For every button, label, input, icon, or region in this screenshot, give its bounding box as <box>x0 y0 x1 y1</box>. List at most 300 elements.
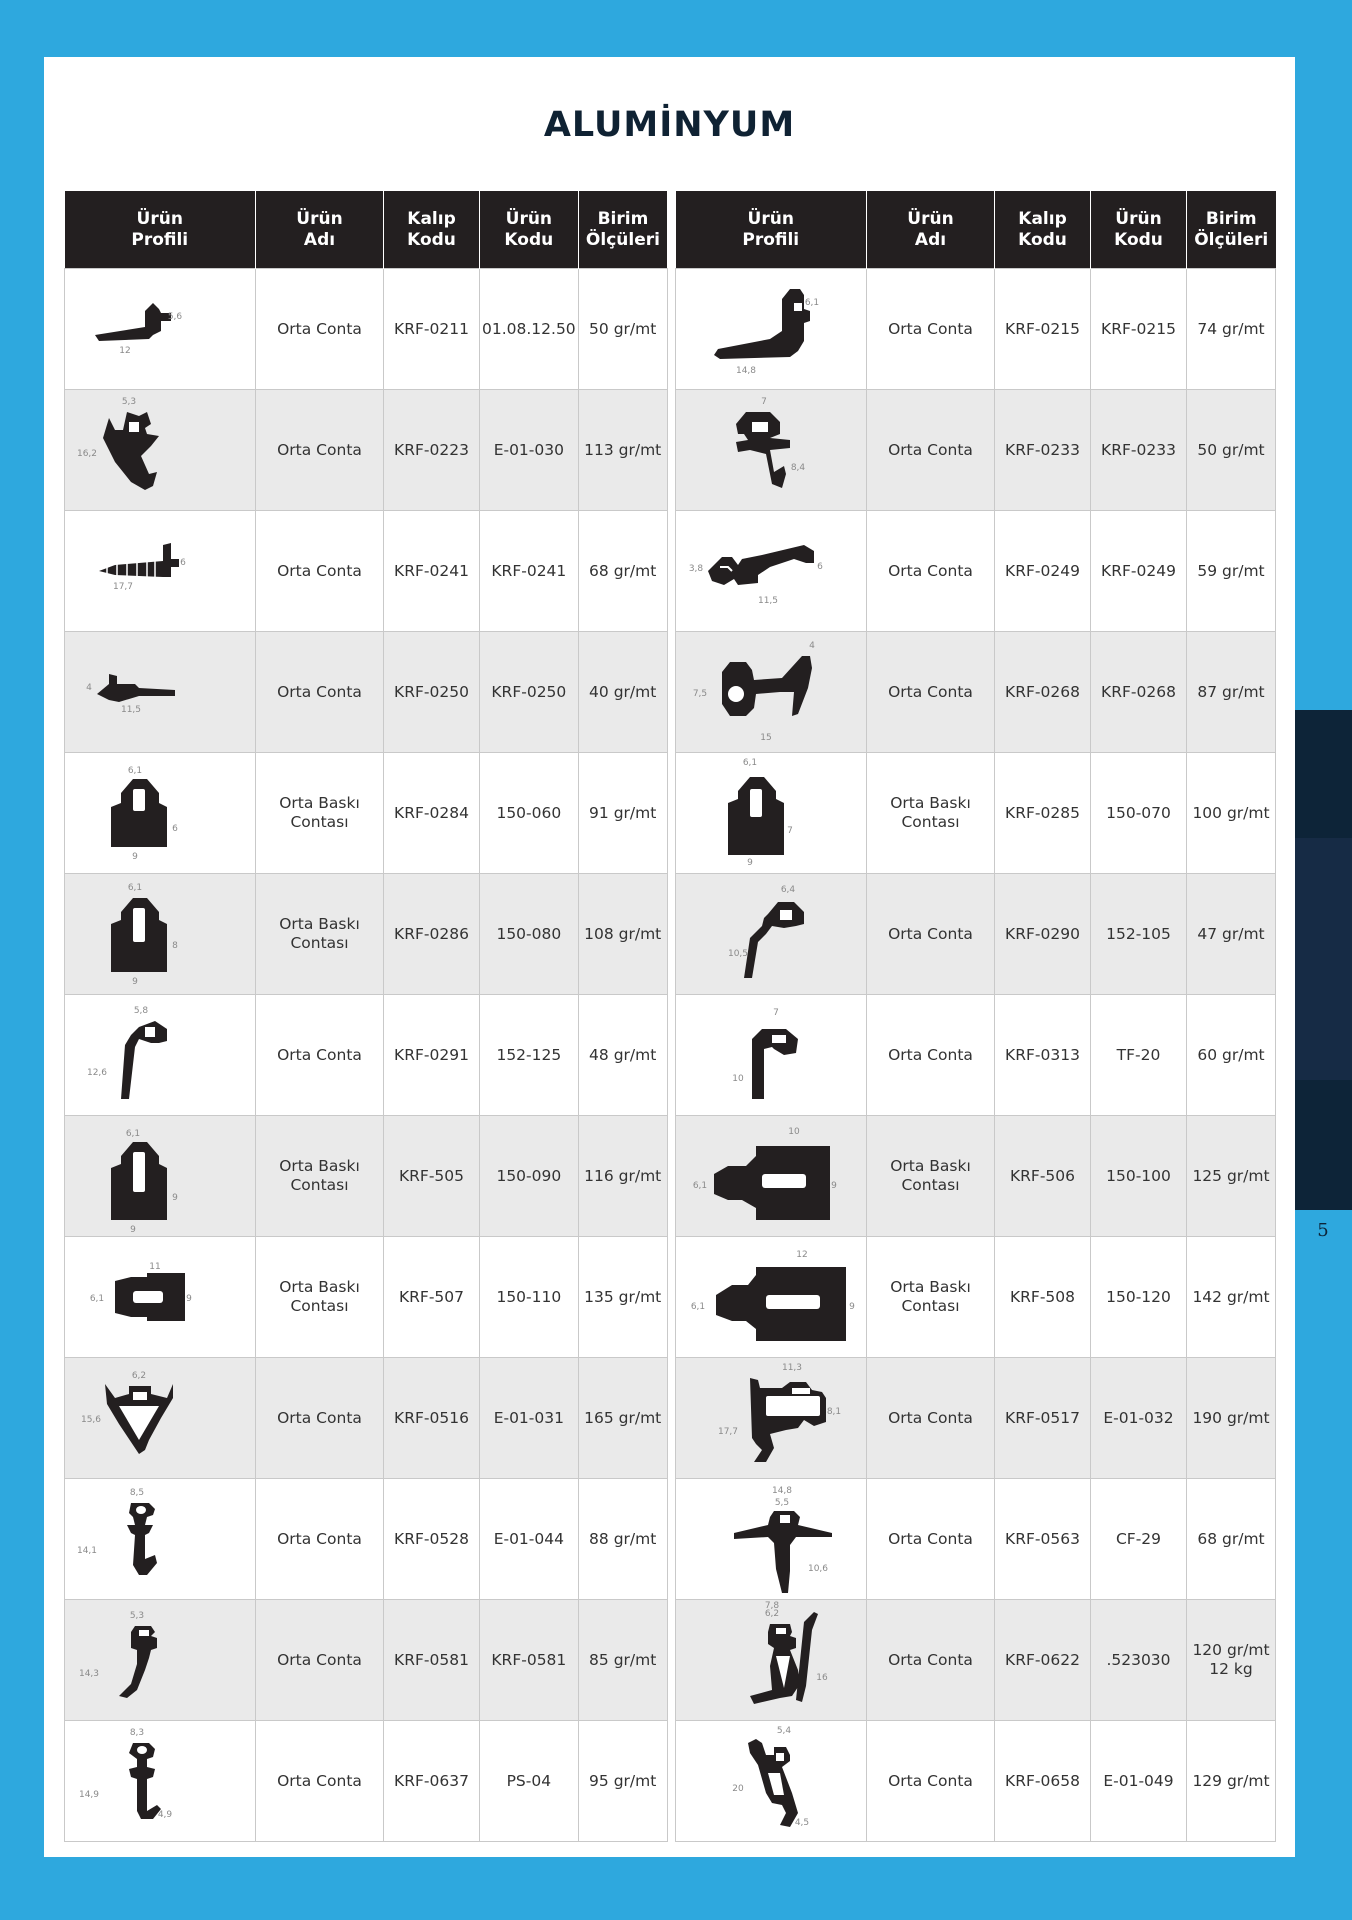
profile-drawing <box>65 753 255 873</box>
dimension-label: 8 <box>172 941 178 951</box>
dimension-label: 14,9 <box>78 1790 100 1800</box>
product-name: Orta Conta <box>888 1650 973 1669</box>
profile-drawing <box>676 1237 866 1357</box>
product-profile-cell <box>676 511 867 632</box>
unit-weight-cell <box>578 511 667 632</box>
product-name-cell <box>867 1358 995 1479</box>
mold-code: KRF-0516 <box>394 1408 469 1427</box>
table-row <box>676 1237 1276 1358</box>
unit-weight-cell <box>1187 632 1276 753</box>
product-code: KRF-0249 <box>1101 561 1176 580</box>
mold-code-cell <box>384 874 480 995</box>
product-code: E-01-031 <box>493 1408 564 1427</box>
mold-code: KRF-0211 <box>394 319 469 338</box>
unit-weight: 60 gr/mt <box>1197 1045 1265 1064</box>
product-name: Orta Baskı Contası <box>279 1157 360 1194</box>
table-row <box>65 995 668 1116</box>
dimension-label: 5,3 <box>129 1611 145 1621</box>
product-name-cell <box>867 632 995 753</box>
unit-weight-cell <box>578 1358 667 1479</box>
product-name: Orta Baskı Contası <box>279 1278 360 1315</box>
product-profile-cell <box>676 1479 867 1600</box>
dimension-label: 10,6 <box>807 1564 829 1574</box>
profile-drawing <box>65 874 255 994</box>
profile-drawing <box>65 995 255 1115</box>
mold-code-cell <box>384 753 480 874</box>
unit-weight-cell <box>1187 1600 1276 1721</box>
profile-drawing <box>676 1358 866 1478</box>
dimension-label: 4 <box>86 683 92 693</box>
dimension-label: 6,1 <box>127 883 143 893</box>
product-table-right <box>675 191 1276 1842</box>
dimension-label: 9 <box>172 1193 178 1203</box>
dimension-label: 6 <box>172 824 178 834</box>
product-name: Orta Conta <box>888 1771 973 1790</box>
product-code: 150-080 <box>496 924 562 943</box>
product-code: E-01-032 <box>1103 1408 1174 1427</box>
column-header <box>65 191 256 269</box>
product-code: KRF-0250 <box>491 682 567 701</box>
mold-code-cell <box>384 1116 480 1237</box>
column-header-label: Ürün <box>907 208 954 229</box>
product-code-cell <box>480 390 579 511</box>
product-code: PS-04 <box>506 1771 552 1790</box>
product-code: .523030 <box>1106 1650 1171 1669</box>
product-profile-cell <box>676 1358 867 1479</box>
product-code-cell <box>480 753 579 874</box>
product-name-cell <box>256 269 384 390</box>
unit-weight: 88 gr/mt <box>589 1529 657 1548</box>
dimension-label: 16,2 <box>76 449 98 459</box>
unit-weight: 48 gr/mt <box>589 1045 657 1064</box>
dimension-label: 3,8 <box>688 564 704 574</box>
product-code: E-01-049 <box>1103 1771 1174 1790</box>
product-profile-cell <box>65 1237 256 1358</box>
dimension-label: 12,6 <box>86 1068 108 1078</box>
dimension-label: 7 <box>773 1008 779 1018</box>
unit-weight-cell <box>1187 995 1276 1116</box>
product-code-cell <box>1091 632 1187 753</box>
column-header <box>676 191 867 269</box>
unit-weight-cell <box>578 390 667 511</box>
mold-code: KRF-0233 <box>1005 440 1080 459</box>
unit-weight: 113 gr/mt <box>584 440 662 459</box>
catalog-page <box>44 57 1295 1857</box>
dimension-label: 6,2 <box>764 1609 780 1619</box>
product-name-cell <box>256 995 384 1116</box>
dimension-label: 6,1 <box>89 1294 105 1304</box>
column-header <box>384 191 480 269</box>
profile-drawing <box>65 1600 255 1720</box>
product-code-cell <box>480 269 579 390</box>
mold-code-cell <box>995 1358 1091 1479</box>
product-code-cell <box>480 511 579 632</box>
table-row <box>676 1116 1276 1237</box>
product-name-cell <box>867 390 995 511</box>
product-name-cell <box>256 1600 384 1721</box>
unit-weight-cell <box>578 269 667 390</box>
product-profile-cell <box>65 1600 256 1721</box>
product-profile-cell <box>65 269 256 390</box>
dimension-label: 12 <box>796 1250 808 1260</box>
dimension-label: 9 <box>831 1181 837 1191</box>
column-header-label: Profili <box>742 229 800 250</box>
mold-code: KRF-0215 <box>1005 319 1080 338</box>
product-code: 150-090 <box>496 1166 562 1185</box>
dimension-label: 6,1 <box>125 1129 141 1139</box>
mold-code: KRF-0249 <box>1005 561 1080 580</box>
dimension-label: 4,9 <box>157 1810 173 1820</box>
product-code: 150-060 <box>496 803 562 822</box>
product-profile-cell <box>65 632 256 753</box>
unit-weight: 50 gr/mt <box>589 319 657 338</box>
dimension-label: 5,5 <box>774 1498 790 1508</box>
table-row <box>65 874 668 995</box>
dimension-label: 8,3 <box>129 1728 145 1738</box>
column-header <box>995 191 1091 269</box>
table-row <box>65 1116 668 1237</box>
product-code: CF-29 <box>1115 1529 1162 1548</box>
product-name-cell <box>867 269 995 390</box>
product-code-cell <box>1091 995 1187 1116</box>
mold-code: KRF-0622 <box>1005 1650 1080 1669</box>
product-code: KRF-0215 <box>1101 319 1176 338</box>
unit-weight-cell <box>1187 1116 1276 1237</box>
column-header-label: Ürün <box>296 208 343 229</box>
profile-drawing <box>65 1237 255 1357</box>
mold-code-cell <box>995 874 1091 995</box>
product-name: Orta Baskı Contası <box>890 1278 971 1315</box>
unit-weight-cell <box>1187 390 1276 511</box>
profile-drawing <box>676 995 866 1115</box>
product-name-cell <box>867 995 995 1116</box>
mold-code: KRF-0241 <box>394 561 469 580</box>
product-code: KRF-0268 <box>1101 682 1176 701</box>
product-profile-cell <box>65 1479 256 1600</box>
product-name-cell <box>867 1479 995 1600</box>
product-profile-cell <box>65 390 256 511</box>
product-code-cell <box>1091 1600 1187 1721</box>
dimension-label: 10,5 <box>727 949 749 959</box>
table-row <box>676 995 1276 1116</box>
table-row <box>65 390 668 511</box>
product-name-cell <box>256 1479 384 1600</box>
product-name-cell <box>256 753 384 874</box>
unit-weight-cell <box>1187 874 1276 995</box>
mold-code-cell <box>995 1600 1091 1721</box>
column-header-label: Profili <box>131 229 189 250</box>
dimension-label: 6,1 <box>690 1302 706 1312</box>
column-header-label: Kodu <box>1018 229 1067 250</box>
unit-weight: 87 gr/mt <box>1197 682 1265 701</box>
unit-weight: 68 gr/mt <box>1197 1529 1265 1548</box>
mold-code: KRF-0291 <box>394 1045 469 1064</box>
unit-weight: 47 gr/mt <box>1197 924 1265 943</box>
column-header-label: Kodu <box>1114 229 1163 250</box>
mold-code-cell <box>995 1721 1091 1842</box>
product-code-cell <box>1091 1479 1187 1600</box>
table-row <box>676 753 1276 874</box>
column-header <box>1091 191 1187 269</box>
mold-code: KRF-0250 <box>394 682 469 701</box>
profile-drawing <box>65 632 255 752</box>
product-code: 152-125 <box>496 1045 562 1064</box>
table-row <box>676 1600 1276 1721</box>
product-name: Orta Conta <box>888 924 973 943</box>
product-profile-cell <box>676 1237 867 1358</box>
side-tab-band <box>1295 838 1352 1080</box>
product-name: Orta Conta <box>277 440 362 459</box>
product-name: Orta Conta <box>888 682 973 701</box>
dimension-label: 20 <box>732 1784 744 1794</box>
product-profile-cell <box>676 1116 867 1237</box>
unit-weight-cell <box>578 995 667 1116</box>
dimension-label: 7,8 <box>764 1601 780 1611</box>
product-table-left <box>64 191 668 1842</box>
column-header <box>256 191 384 269</box>
dimension-label: 12 <box>119 346 131 356</box>
dimension-label: 9 <box>747 858 753 868</box>
column-header-label: Ürün <box>136 208 183 229</box>
table-row <box>65 1237 668 1358</box>
unit-weight: 120 gr/mt 12 kg <box>1192 1641 1270 1678</box>
mold-code-cell <box>384 1358 480 1479</box>
product-name: Orta Conta <box>888 1529 973 1548</box>
dimension-label: 6,4 <box>780 885 796 895</box>
product-name: Orta Conta <box>888 1045 973 1064</box>
column-header-label: Kalıp <box>1018 208 1067 229</box>
dimension-label: 6,1 <box>804 298 820 308</box>
product-name-cell <box>256 632 384 753</box>
mold-code-cell <box>384 269 480 390</box>
mold-code-cell <box>995 995 1091 1116</box>
dimension-label: 4 <box>809 641 815 651</box>
unit-weight-cell <box>1187 753 1276 874</box>
product-profile-cell <box>676 1721 867 1842</box>
unit-weight-cell <box>578 1479 667 1600</box>
product-code-cell <box>1091 390 1187 511</box>
product-name: Orta Conta <box>277 1045 362 1064</box>
product-name: Orta Conta <box>277 1529 362 1548</box>
dimension-label: 6,1 <box>127 766 143 776</box>
unit-weight-cell <box>1187 511 1276 632</box>
mold-code-cell <box>384 511 480 632</box>
product-code-cell <box>480 1479 579 1600</box>
dimension-label: 6,1 <box>742 758 758 768</box>
profile-drawing <box>65 511 255 631</box>
product-name-cell <box>867 1116 995 1237</box>
profile-drawing <box>676 874 866 994</box>
product-profile-cell <box>65 511 256 632</box>
dimension-label: 11,3 <box>781 1363 803 1373</box>
dimension-label: 11 <box>149 1262 161 1272</box>
unit-weight: 68 gr/mt <box>589 561 657 580</box>
product-code: E-01-030 <box>493 440 564 459</box>
product-code: 150-120 <box>1106 1287 1171 1306</box>
unit-weight: 95 gr/mt <box>589 1771 657 1790</box>
product-code-cell <box>1091 269 1187 390</box>
table-row <box>65 269 668 390</box>
product-name: Orta Baskı Contası <box>279 915 360 952</box>
product-profile-cell <box>676 1600 867 1721</box>
table-row <box>676 390 1276 511</box>
dimension-label: 10 <box>732 1074 744 1084</box>
profile-drawing <box>676 1479 866 1599</box>
mold-code: KRF-506 <box>1009 1166 1076 1185</box>
mold-code-cell <box>995 1237 1091 1358</box>
product-name: Orta Conta <box>277 1771 362 1790</box>
mold-code: KRF-505 <box>398 1166 465 1185</box>
product-code: E-01-044 <box>493 1529 564 1548</box>
dimension-label: 11,5 <box>120 705 142 715</box>
product-name-cell <box>256 390 384 511</box>
table-row <box>676 269 1276 390</box>
product-profile-cell <box>65 753 256 874</box>
dimension-label: 8,5 <box>129 1488 145 1498</box>
product-code-cell <box>480 1358 579 1479</box>
product-code: KRF-0581 <box>491 1650 567 1669</box>
product-code-cell <box>480 632 579 753</box>
table-row <box>676 1358 1276 1479</box>
profile-drawing <box>676 511 866 631</box>
mold-code: KRF-0528 <box>394 1529 469 1548</box>
dimension-label: 9 <box>130 1225 136 1235</box>
dimension-label: 8,4 <box>790 463 806 473</box>
profile-drawing <box>676 632 866 752</box>
mold-code-cell <box>384 1237 480 1358</box>
table-row <box>65 511 668 632</box>
dimension-label: 6,2 <box>131 1371 147 1381</box>
profile-drawing <box>676 1116 866 1236</box>
product-name: Orta Conta <box>888 1408 973 1427</box>
column-header-label: Birim <box>1205 208 1257 229</box>
unit-weight-cell <box>578 753 667 874</box>
dimension-label: 17,7 <box>112 582 134 592</box>
column-header <box>578 191 667 269</box>
column-header-label: Birim <box>597 208 649 229</box>
dimension-label: 9 <box>849 1302 855 1312</box>
dimension-label: 4,5 <box>794 1818 810 1828</box>
mold-code-cell <box>384 390 480 511</box>
product-name: Orta Conta <box>277 1408 362 1427</box>
mold-code-cell <box>384 1600 480 1721</box>
table-row <box>676 632 1276 753</box>
column-header-label: Ölçüleri <box>1194 229 1269 250</box>
mold-code: KRF-0284 <box>394 803 469 822</box>
product-name: Orta Conta <box>888 440 973 459</box>
unit-weight: 125 gr/mt <box>1192 1166 1270 1185</box>
column-header <box>480 191 579 269</box>
mold-code-cell <box>995 511 1091 632</box>
product-name: Orta Conta <box>888 319 973 338</box>
product-code-cell <box>480 995 579 1116</box>
mold-code: KRF-0581 <box>394 1650 469 1669</box>
column-header-label: Ürün <box>747 208 794 229</box>
profile-drawing <box>65 269 255 389</box>
profile-drawing <box>65 1721 255 1841</box>
product-name: Orta Conta <box>277 319 362 338</box>
unit-weight: 91 gr/mt <box>589 803 657 822</box>
product-profile-cell <box>65 1358 256 1479</box>
unit-weight-cell <box>1187 1479 1276 1600</box>
product-name: Orta Conta <box>277 682 362 701</box>
unit-weight: 190 gr/mt <box>1192 1408 1270 1427</box>
unit-weight-cell <box>578 874 667 995</box>
unit-weight: 100 gr/mt <box>1192 803 1270 822</box>
mold-code-cell <box>995 1116 1091 1237</box>
product-code-cell <box>480 1721 579 1842</box>
product-name: Orta Conta <box>888 561 973 580</box>
product-name: Orta Baskı Contası <box>279 794 360 831</box>
table-row <box>65 1358 668 1479</box>
unit-weight: 135 gr/mt <box>584 1287 662 1306</box>
profile-drawing <box>676 1721 866 1841</box>
product-code: 150-100 <box>1106 1166 1171 1185</box>
table-row <box>676 1479 1276 1600</box>
dimension-label: 14,8 <box>771 1486 793 1496</box>
dimension-label: 14,3 <box>78 1669 100 1679</box>
product-code: TF-20 <box>1116 1045 1161 1064</box>
product-name-cell <box>256 511 384 632</box>
product-code-cell <box>1091 1237 1187 1358</box>
unit-weight: 50 gr/mt <box>1197 440 1265 459</box>
column-header-label: Ölçüleri <box>585 229 660 250</box>
unit-weight-cell <box>578 1237 667 1358</box>
mold-code-cell <box>995 1479 1091 1600</box>
column-header-label: Ürün <box>505 208 553 229</box>
dimension-label: 5,8 <box>133 1006 149 1016</box>
mold-code-cell <box>384 1721 480 1842</box>
table-row <box>65 1721 668 1842</box>
unit-weight: 116 gr/mt <box>584 1166 662 1185</box>
mold-code: KRF-0223 <box>394 440 469 459</box>
dimension-label: 15,6 <box>80 1415 102 1425</box>
mold-code: KRF-0286 <box>394 924 469 943</box>
unit-weight-cell <box>1187 1721 1276 1842</box>
dimension-label: 5,4 <box>776 1726 792 1736</box>
product-code-cell <box>480 1116 579 1237</box>
unit-weight-cell <box>578 1116 667 1237</box>
product-profile-cell <box>65 1721 256 1842</box>
mold-code: KRF-0268 <box>1005 682 1080 701</box>
mold-code: KRF-0290 <box>1005 924 1080 943</box>
profile-drawing <box>676 1600 866 1720</box>
product-code: KRF-0241 <box>491 561 567 580</box>
mold-code: KRF-0658 <box>1005 1771 1080 1790</box>
product-profile-cell <box>65 1116 256 1237</box>
mold-code-cell <box>995 632 1091 753</box>
product-profile-cell <box>676 874 867 995</box>
dimension-label: 9 <box>186 1294 192 1304</box>
product-code-cell <box>1091 753 1187 874</box>
product-profile-cell <box>676 269 867 390</box>
dimension-label: 15 <box>760 733 772 743</box>
product-profile-cell <box>65 995 256 1116</box>
mold-code: KRF-0313 <box>1005 1045 1080 1064</box>
dimension-label: 7 <box>761 397 767 407</box>
dimension-label: 6,1 <box>692 1181 708 1191</box>
dimension-label: 5,6 <box>167 312 183 322</box>
product-profile-cell <box>676 753 867 874</box>
unit-weight: 165 gr/mt <box>584 1408 662 1427</box>
table-row <box>676 511 1276 632</box>
unit-weight-cell <box>578 632 667 753</box>
dimension-label: 6 <box>180 558 186 568</box>
product-name-cell <box>867 511 995 632</box>
profile-drawing <box>65 390 255 510</box>
product-code-cell <box>480 1600 579 1721</box>
product-code: 152-105 <box>1106 924 1171 943</box>
